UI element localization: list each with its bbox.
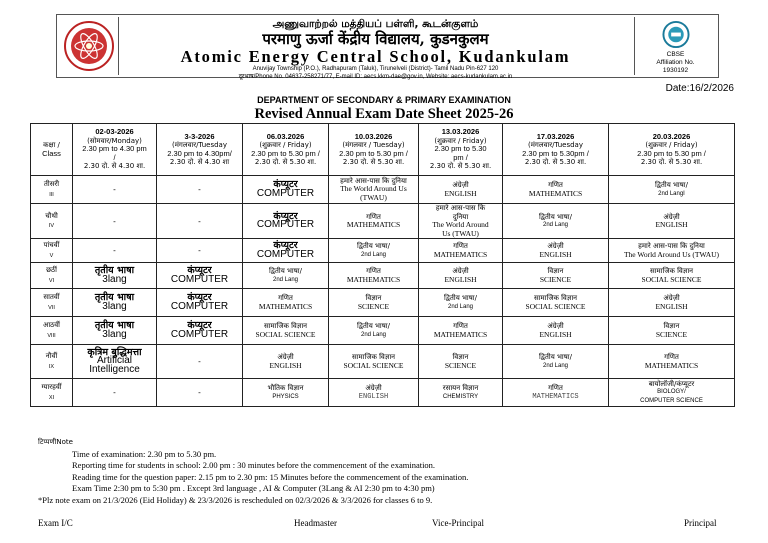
- subject-cell: तृतीय भाषा 3lang: [73, 263, 157, 289]
- subject-cell: -: [157, 176, 243, 204]
- class-cell: चौथी IV: [31, 204, 73, 239]
- subject-cell: गणित MATHEMATICS: [503, 176, 609, 204]
- class-cell: छठीं VI: [31, 263, 73, 289]
- date-header: 20.03.2026 (शुक्रवार / Friday) 2.30 pm to 5.30 pm / 2.30 दो. से 5.30 शा.: [609, 124, 735, 176]
- table-row: [31, 204, 735, 239]
- subject-cell: -: [157, 379, 243, 407]
- table-header-row: [31, 124, 735, 176]
- atom-logo-icon: [63, 20, 115, 72]
- subject-cell: द्वितीय भाषा/ 2nd Lang: [329, 239, 419, 263]
- subject-cell: हमारे आस-पास कि दुनिया The World Around Us (TWAU): [419, 204, 503, 239]
- class-header: कक्षा / Class: [31, 124, 73, 176]
- class-cell: ग्यारहवीं XI: [31, 379, 73, 407]
- signature-vice-principal: Vice-Principal: [432, 518, 484, 528]
- class-cell: पांचवीं V: [31, 239, 73, 263]
- subject-cell: भौतिक विज्ञान PHYSICS: [243, 379, 329, 407]
- signature-headmaster: Headmaster: [294, 518, 337, 528]
- subject-cell: गणित MATHEMATICS: [503, 379, 609, 407]
- subject-cell: तृतीय भाषा 3lang: [73, 289, 157, 317]
- subject-cell: -: [157, 239, 243, 263]
- subject-cell: द्वितीय भाषा/ 2nd Lang: [503, 345, 609, 379]
- subject-cell: -: [73, 176, 157, 204]
- date-header: 17.03.2026 (मंगलवार/Tuesday 2.30 pm to 5.30pm / 2.30 दो. से 5.30 शा.: [503, 124, 609, 176]
- date-header: 13.03.2026 (शुक्रवार / Friday) 2.30 pm to 5.30 pm / 2.30 दो. से 5.30 शा.: [419, 124, 503, 176]
- class-cell: आठवीं VIII: [31, 317, 73, 345]
- subject-cell: विज्ञान SCIENCE: [503, 263, 609, 289]
- subject-cell: अंग्रेज़ी ENGLISH: [243, 345, 329, 379]
- class-cell: नौवीं IX: [31, 345, 73, 379]
- subject-cell: रसायन विज्ञान CHEMISTRY: [419, 379, 503, 407]
- affiliation-number: 1930192: [662, 67, 689, 74]
- subject-cell: कंप्यूटर COMPUTER: [157, 317, 243, 345]
- page-title: Revised Annual Exam Date Sheet 2025-26: [254, 106, 514, 122]
- table-row: [31, 289, 735, 317]
- subject-cell: अंग्रेज़ी ENGLISH: [419, 176, 503, 204]
- subject-cell: अंग्रेज़ी ENGLISH: [609, 289, 735, 317]
- cbse-logo-icon: [659, 20, 693, 49]
- date-sheet-table: [30, 123, 735, 407]
- subject-cell: हमारे आस-पास कि दुनिया The World Around Us (TWAU): [609, 239, 735, 263]
- subject-cell: कंप्यूटर COMPUTER: [157, 263, 243, 289]
- department-heading: DEPARTMENT OF SECONDARY & PRIMARY EXAMINATION: [257, 95, 511, 105]
- cbse-logo-block: [634, 17, 716, 75]
- subject-cell: कंप्यूटर COMPUTER: [243, 204, 329, 239]
- subject-cell: -: [157, 345, 243, 379]
- subject-cell: गणित MATHEMATICS: [609, 345, 735, 379]
- date-header: 3-3-2026 (मंगलवार/Tuesday 2.30 pm to 4.30pm/ 2.30 दो. से 4.30 शा: [157, 124, 243, 176]
- school-header: [56, 14, 719, 78]
- date-header: 10.03.2026 (मंगलवार / Tuesday) 2.30 pm to 5.30 pm / 2.30 दो. से 5.30 शा.: [329, 124, 419, 176]
- subject-cell: -: [73, 379, 157, 407]
- table-row: [31, 176, 735, 204]
- subject-cell: द्वितीय भाषा/ 2nd Lang: [503, 204, 609, 239]
- subject-cell: गणित MATHEMATICS: [243, 289, 329, 317]
- subject-cell: कृत्रिम बुद्धिमत्ता Artificial Intelligence: [73, 345, 157, 379]
- note-line: Time of examination: 2.30 pm to 5.30 pm.: [72, 448, 217, 459]
- subject-cell: -: [157, 204, 243, 239]
- date-header: 02-03-2026 (सोमवार/Monday) 2.30 pm to 4.30 pm / 2.30 दो. से 4.30 शा.: [73, 124, 157, 176]
- note-line: Reporting time for students in school: 2.00 pm : 30 minutes before the commencement of the examination.: [72, 460, 436, 470]
- subject-cell: -: [73, 204, 157, 239]
- table-row: [31, 239, 735, 263]
- subject-cell: सामाजिक विज्ञान SOCIAL SCIENCE: [503, 289, 609, 317]
- school-name-tamil: அணுவாற்றல் மத்தியப் பள்ளி, கூடன்குளம்: [272, 18, 479, 30]
- school-name-english: Atomic Energy Central School, Kudankulam: [180, 47, 571, 66]
- document-date: Date:16/2/2026: [665, 83, 734, 94]
- subject-cell: गणित MATHEMATICS: [419, 239, 503, 263]
- subject-cell: बायोलॉजी/कंप्यूटर BIOLOGY/ COMPUTER SCIENCE: [609, 379, 735, 407]
- subject-cell: गणित MATHEMATICS: [329, 263, 419, 289]
- address-line: Anuvijay Township (P.O.), Radhapuram (Taluk), Tirunelveli (District)- Tamil Nadu Pin-627 120: [252, 66, 499, 72]
- reschedule-note: *Plz note exam on 21/3/2026 (Eid Holiday) & 23/3/2026 is rescheduled on 02/3/2026 & 3/3/2026 for classes 6 to 9.: [38, 494, 433, 505]
- subject-cell: द्वितीय भाषा/ 2nd LangI: [609, 176, 735, 204]
- notes-section: [38, 436, 468, 506]
- subject-cell: गणित MATHEMATICS: [329, 204, 419, 239]
- table-row: [31, 317, 735, 345]
- class-cell: तीसरी III: [31, 176, 73, 204]
- affiliation-label: Affiliation No.: [656, 59, 695, 66]
- subject-cell: सामाजिक विज्ञान SOCIAL SCIENCE: [609, 263, 735, 289]
- notes-heading-english: Note: [56, 438, 73, 446]
- subject-cell: विज्ञान SCIENCE: [609, 317, 735, 345]
- subject-cell: द्वितीय भाषा/ 2nd Lang: [243, 263, 329, 289]
- subject-cell: अंग्रेज़ी ENGLISH: [419, 263, 503, 289]
- subject-cell: विज्ञान SCIENCE: [329, 289, 419, 317]
- contact-line: दूरभाष/Phone No. 04637-258271/77, E-mail ID: aecs.kkm-dae@gov.in, Website: aecs-kudankulam.ac.in: [238, 74, 513, 80]
- subject-cell: तृतीय भाषा 3lang: [73, 317, 157, 345]
- subject-cell: -: [73, 239, 157, 263]
- subject-cell: सामाजिक विज्ञान SOCIAL SCIENCE: [329, 345, 419, 379]
- school-logo: [59, 17, 119, 75]
- cbse-label: CBSE: [666, 51, 685, 58]
- subject-cell: अंग्रेज़ी ENGLISH: [503, 239, 609, 263]
- subject-cell: कंप्यूटर COMPUTER: [243, 176, 329, 204]
- table-row: [31, 345, 735, 379]
- subject-cell: कंप्यूटर COMPUTER: [157, 289, 243, 317]
- table-row: [31, 379, 735, 407]
- class-cell: सातवीं VII: [31, 289, 73, 317]
- signature-exam-ic: Exam I/C: [38, 518, 73, 528]
- notes-heading-hindi: टिप्पणी: [38, 438, 57, 446]
- subject-cell: द्वितीय भाषा/ 2nd Lang: [419, 289, 503, 317]
- subject-cell: विज्ञान SCIENCE: [419, 345, 503, 379]
- subject-cell: अंग्रेज़ी ENGLISH: [329, 379, 419, 407]
- signature-principal: Principal: [684, 518, 717, 528]
- note-line: Exam Time 2:30 pm to 5:30 pm . Except 3rd language , AI & Computer (3Lang & AI 2:30 pm to 4:30 pm): [72, 483, 435, 493]
- note-line: Reading time for the question paper: 2.15 pm to 2.30 pm: 15 Minutes before the commencement of the examination.: [72, 471, 469, 482]
- table-row: [31, 263, 735, 289]
- subject-cell: द्वितीय भाषा/ 2nd Lang: [329, 317, 419, 345]
- subject-cell: गणित MATHEMATICS: [419, 317, 503, 345]
- subject-cell: हमारे आस-पास कि दुनिया The World Around Us (TWAU): [329, 176, 419, 204]
- subject-cell: कंप्यूटर COMPUTER: [243, 239, 329, 263]
- school-name-hindi: परमाणु ऊर्जा केंद्रीय विद्यालय, कुडनकुलम: [262, 30, 489, 48]
- subject-cell: अंग्रेज़ी ENGLISH: [609, 204, 735, 239]
- subject-cell: अंग्रेज़ी ENGLISH: [503, 317, 609, 345]
- subject-cell: सामाजिक विज्ञान SOCIAL SCIENCE: [243, 317, 329, 345]
- date-header: 06.03.2026 (शुक्रवार / Friday) 2.30 pm to 5.30 pm / 2.30 दो. से 5.30 शा.: [243, 124, 329, 176]
